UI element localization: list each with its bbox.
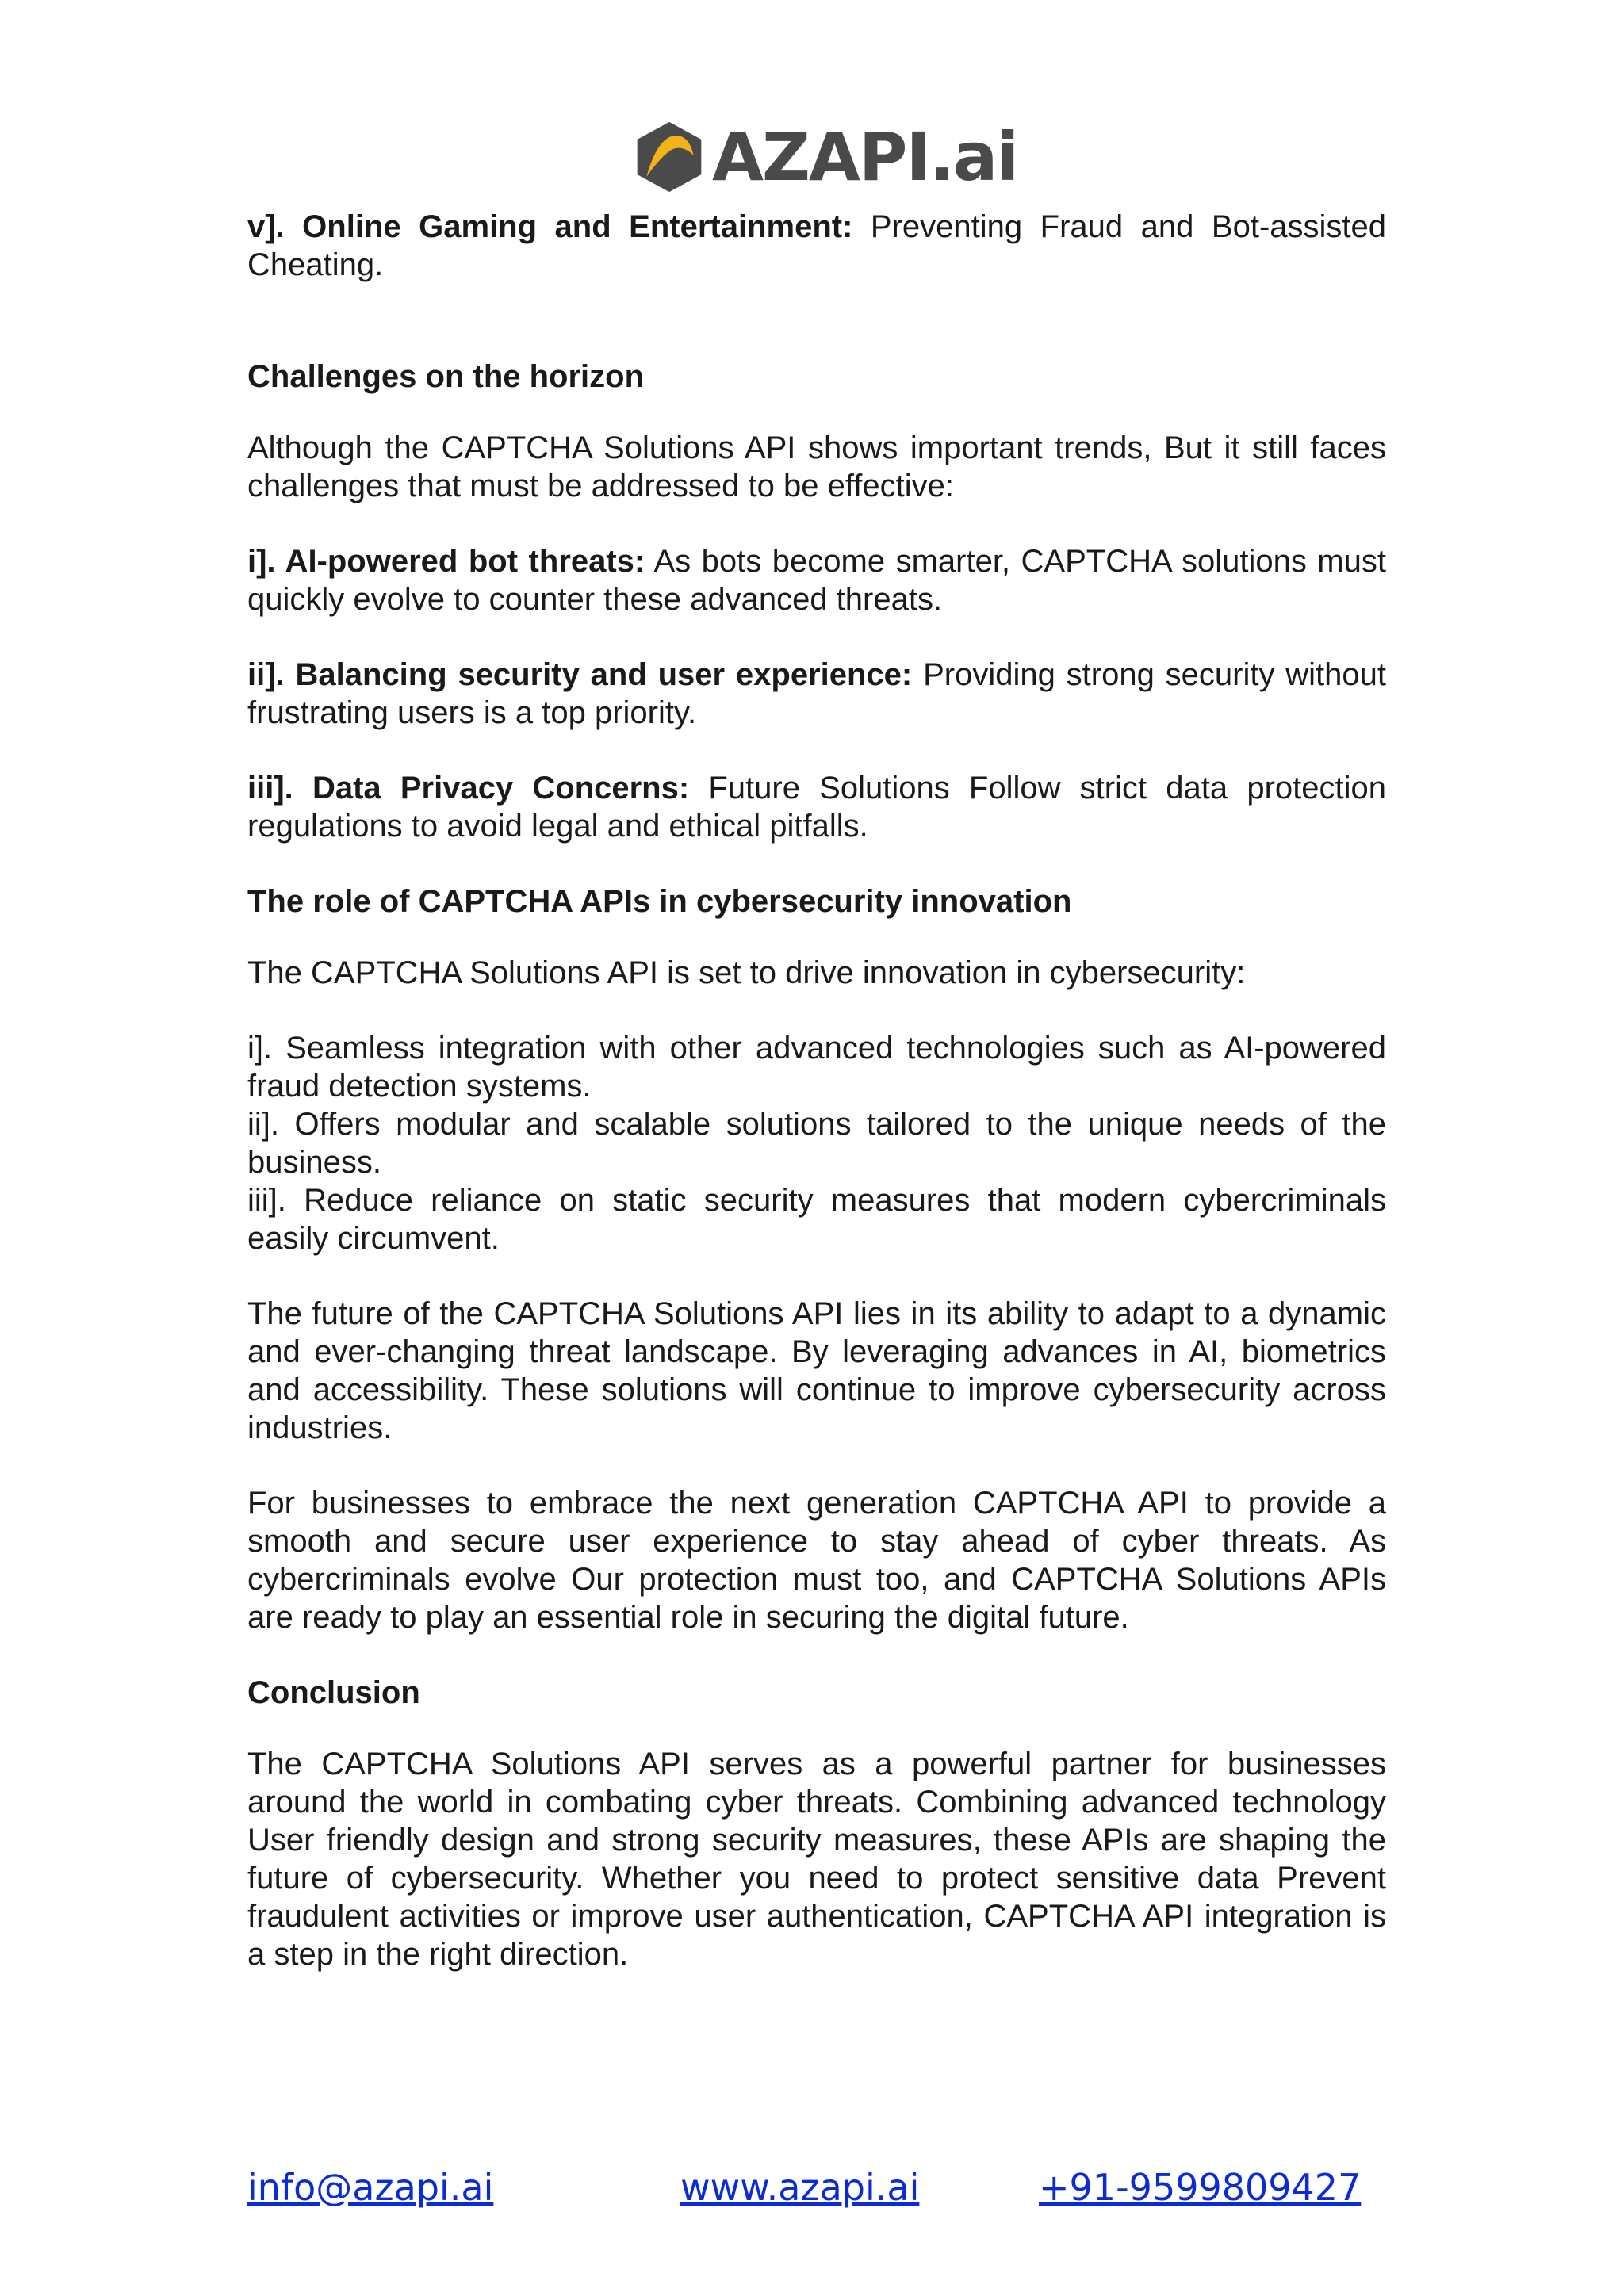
paragraph-innovation-intro: The CAPTCHA Solutions API is set to drive innovation in cybersecurity:: [247, 955, 1246, 990]
paragraph-text: As bots become smarter, CAPTCHA solutions must quickly evolve to counter these advanced threats.: [247, 544, 1386, 617]
logo: [631, 119, 1017, 195]
paragraph-future: The future of the CAPTCHA Solutions API lies in its ability to adapt to a dynamic and ever-changing threat landscape. By leveraging advances in AI, biometrics and accessibility. These solutions will continue to improve cybersecurity across industries.: [247, 1296, 1386, 1445]
paragraph-text: Preventing Fraud and Bot-assisted Cheating.: [247, 209, 1386, 282]
paragraph-conclusion: The CAPTCHA Solutions API serves as a powerful partner for businesses around the world in combating cyber threats. Combining advanced technology User friendly design and strong security measures, these APIs are shaping the future of cybersecurity. Whether you need to protect sensitive data Prevent fraudulent activities or improve user authentication, CAPTCHA API integration is a step in the right direction.: [247, 1747, 1386, 1972]
list-item-modular-solutions: ii]. Offers modular and scalable solutions tailored to the unique needs of the business.: [247, 1107, 1386, 1180]
list-item-seamless-integration: i]. Seamless integration with other advanced technologies such as AI-powered fraud detection systems.: [247, 1031, 1386, 1104]
paragraph-balancing-security: [247, 656, 1386, 732]
heading-role-of-captcha: The role of CAPTCHA APIs in cybersecurity innovation: [247, 884, 1072, 919]
heading-challenges: Challenges on the horizon: [247, 359, 645, 394]
heading-conclusion: Conclusion: [247, 1675, 420, 1710]
paragraph-lead: iii]. Data Privacy Concerns:: [247, 771, 690, 806]
footer: [0, 2160, 1624, 2215]
paragraph-online-gaming: [247, 208, 1386, 284]
list-item-reduce-reliance: iii]. Reduce reliance on static security measures that modern cybercriminals easily circumvent.: [247, 1183, 1386, 1256]
logo-text: AZAPI.ai: [712, 118, 1018, 196]
paragraph-text: Future Solutions Follow strict data protection regulations to avoid legal and ethical pitfalls.: [247, 771, 1386, 844]
paragraph-lead: v]. Online Gaming and Entertainment:: [247, 209, 853, 244]
azapi-logo-icon: [631, 119, 707, 195]
paragraph-ai-bot-threats: [247, 542, 1386, 618]
paragraph-lead: i]. AI-powered bot threats:: [247, 544, 645, 579]
footer-website-link[interactable]: www.azapi.ai: [680, 2166, 920, 2209]
paragraph-data-privacy: [247, 769, 1386, 845]
document-body: [247, 208, 1386, 1973]
paragraph-challenges-intro: Although the CAPTCHA Solutions API shows important trends, But it still faces challenges that must be addressed to be effective:: [247, 430, 1386, 503]
footer-phone-link[interactable]: +91-9599809427: [1039, 2166, 1362, 2209]
footer-email-link[interactable]: info@azapi.ai: [247, 2166, 494, 2209]
paragraph-lead: ii]. Balancing security and user experience:: [247, 657, 913, 692]
paragraph-businesses: For businesses to embrace the next generation CAPTCHA API to provide a smooth and secure user experience to stay ahead of cyber threats. As cybercriminals evolve Our protection must too, and CAPTCHA Solutions APIs are ready to play an essential role in securing the digital future.: [247, 1486, 1386, 1635]
paragraph-text: Providing strong security without frustrating users is a top priority.: [247, 657, 1387, 730]
